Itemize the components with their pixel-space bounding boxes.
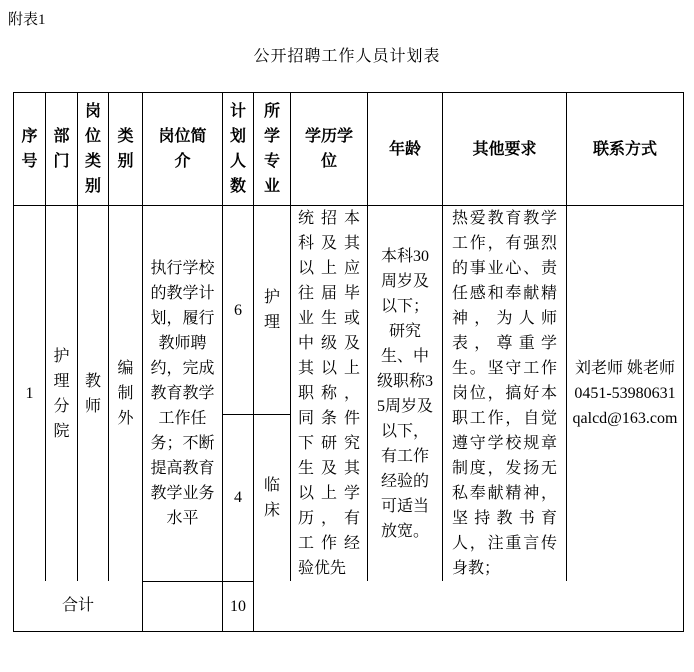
cell-education: 统招本科及其以上应往届毕业生或中级及其以上职称，同条件下研究生及其以上学历，有工作经验优先 [291, 206, 368, 582]
total-count-cell: 10 [223, 581, 254, 631]
cell-major-nursing: 护理 [254, 206, 291, 415]
total-merged-empty-cell [254, 581, 684, 631]
header-cell-seq: 序号 [14, 93, 46, 206]
header-cell-post-category: 岗位类别 [78, 93, 109, 206]
cell-department: 护理分院 [46, 206, 78, 582]
cell-post-intro: 执行学校的教学计划，履行教师聘约，完成教育教学工作任务；不断提高教育教学业务水平 [143, 206, 223, 582]
header-cell-other-requirements: 其他要求 [443, 93, 567, 206]
cell-category: 编制外 [109, 206, 143, 582]
attachment-note: 附表1 [8, 12, 46, 28]
contact-email: qalcd@163.com [572, 410, 678, 427]
cell-post-category: 教师 [78, 206, 109, 582]
header-cell-category: 类别 [109, 93, 143, 206]
total-label-cell: 合计 [14, 581, 143, 631]
contact-names: 刘老师 姚老师 [574, 360, 675, 377]
cell-planned-count-nursing: 6 [223, 206, 254, 415]
recruitment-plan-table [13, 92, 684, 632]
cell-other-requirements: 热爱教育教学工作，有强烈的事业心、责任感和奉献精神，为人师表，尊重学生。坚守工作岗位，搞好本职工作，自觉遵守学校规章制度，发扬无私奉献精神，坚持教书育人，注重言传身教； [443, 206, 567, 582]
table-body-row-upper [14, 206, 684, 415]
header-cell-department: 部门 [46, 93, 78, 206]
header-cell-education: 学历学位 [291, 93, 368, 206]
table-header-row [14, 93, 684, 206]
cell-contact [567, 206, 684, 582]
cell-age: 本科30周岁及以下；研究生、中级职称35周岁及以下，有工作经验的可适当放宽。 [368, 206, 443, 582]
header-cell-planned-count: 计划人数 [223, 93, 254, 206]
header-cell-contact: 联系方式 [567, 93, 684, 206]
total-intro-empty-cell [143, 581, 223, 631]
cell-major-clinical: 临床 [254, 415, 291, 581]
header-cell-age: 年龄 [368, 93, 443, 206]
contact-phone: 0451-53980631 [574, 385, 676, 402]
cell-planned-count-clinical: 4 [223, 415, 254, 581]
table-total-row [14, 581, 684, 631]
cell-seq: 1 [14, 206, 46, 582]
page-title: 公开招聘工作人员计划表 [253, 48, 441, 65]
header-cell-post-intro: 岗位简介 [143, 93, 223, 206]
header-cell-major: 所学专业 [254, 93, 291, 206]
